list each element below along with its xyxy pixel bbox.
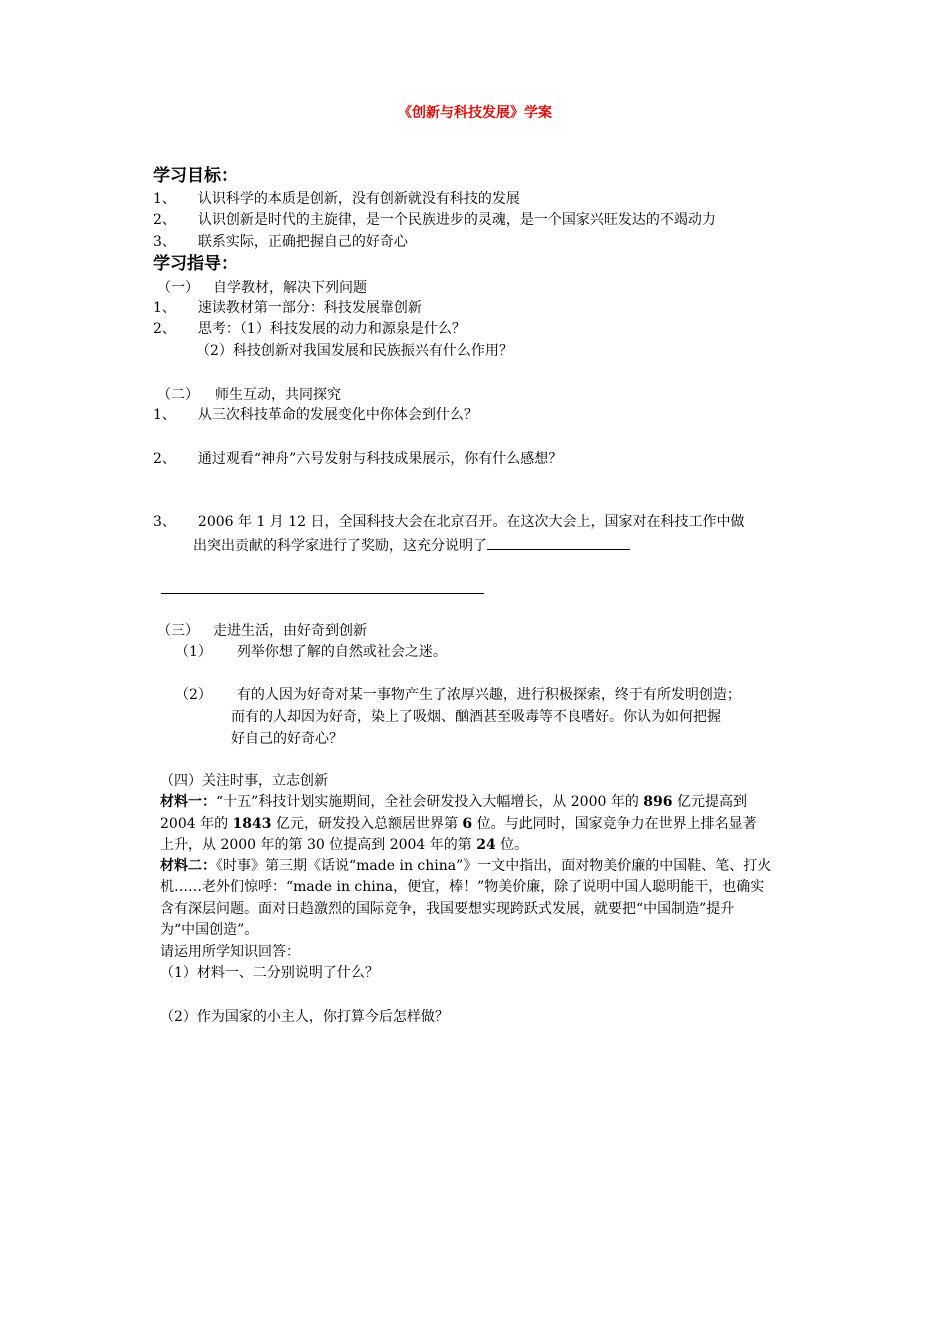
question-text: 列举你想了解的自然或社会之迷。 — [236, 644, 447, 660]
goal-3-text: 联系实际，正确把握自己的好奇心 — [197, 234, 408, 250]
section-4-question-2: （2）作为国家的小主人，你打算今后怎样做？ — [160, 1009, 449, 1025]
goals-heading: 学习目标： — [153, 166, 238, 186]
question-number: 2、 — [153, 321, 176, 337]
question-text: 思考：（1）科技发展的动力和源泉是什么？ — [197, 321, 466, 337]
section-1-heading — [157, 278, 367, 298]
document-title: 《创新与科技发展》学案 — [398, 105, 552, 121]
question-number: 1、 — [153, 300, 176, 316]
section-3-text: 走进生活，由好奇到创新 — [213, 623, 367, 639]
section-3-question-2-line-3: 好自己的好奇心？ — [231, 731, 343, 747]
goal-2-text: 认识创新是时代的主旋律，是一个民族进步的灵魂，是一个国家兴旺发达的不竭动力 — [197, 212, 716, 228]
section-2-question-3 — [153, 512, 745, 532]
goal-2-number: 2、 — [153, 212, 176, 228]
material-2-line-4: 为“中国创造”。 — [160, 922, 259, 938]
section-2-question-1 — [153, 405, 478, 425]
question-text: 出突出贡献的科学家进行了奖励，这充分说明了 — [193, 538, 487, 554]
material-2-line-1 — [160, 856, 771, 876]
question-number: （1） — [175, 644, 212, 660]
answer-blank-line[interactable] — [161, 593, 484, 594]
material-text: 位。 — [495, 837, 529, 853]
material-figure: 24 — [476, 837, 496, 853]
section-1-question-1 — [153, 298, 422, 318]
material-text: 上升，从 2000 年的第 30 位提高到 2004 年的第 — [160, 837, 477, 853]
material-figure: 896 — [643, 794, 673, 810]
goal-item-3 — [153, 232, 408, 252]
question-number: （2） — [175, 687, 212, 703]
question-text: 有的人因为好奇对某一事物产生了浓厚兴趣，进行积极探索，终于有所发明创造； — [236, 687, 741, 703]
section-3-question-2-line-2: 而有的人却因为好奇，染上了吸烟、酗酒甚至吸毒等不良嗜好。你认为如何把握 — [231, 709, 721, 725]
guide-heading: 学习指导： — [153, 254, 238, 274]
goal-item-2 — [153, 210, 716, 230]
material-2-label: 材料二： — [160, 858, 216, 874]
question-text: 速读教材第一部分：科技发展靠创新 — [197, 300, 422, 316]
material-text: 亿元，研发投入总额居世界第 — [271, 816, 463, 832]
question-text: 通过观看“神舟”六号发射与科技成果展示，你有什么感想？ — [197, 451, 563, 467]
material-text: 2004 年的 — [160, 816, 233, 832]
material-text: “十五”科技计划实施期间，全社会研发投入大幅增长，从 2000 年的 — [216, 794, 644, 810]
section-1-text: 自学教材，解决下列问题 — [213, 280, 367, 296]
section-3-heading — [157, 621, 367, 641]
material-2-line-3: 含有深层问题。面对日趋激烈的国际竞争，我国要想实现跨跃式发展，就要把“中国制造”提升 — [160, 901, 735, 917]
material-1-label: 材料一： — [160, 794, 216, 810]
section-2-heading — [157, 385, 341, 405]
section-1-question-2b: （2）科技创新对我国发展和民族振兴有什么作用？ — [196, 343, 513, 359]
section-4-question-1: （1）材料一、二分别说明了什么？ — [160, 965, 379, 981]
material-figure: 6 — [462, 816, 473, 832]
section-3-question-1 — [175, 642, 447, 662]
question-number: 1、 — [153, 407, 176, 423]
section-2-question-2 — [153, 449, 562, 469]
question-number: 3、 — [153, 514, 176, 530]
goal-1-text: 认识科学的本质是创新，没有创新就没有科技的发展 — [197, 191, 520, 207]
section-3-label: （三） — [157, 623, 199, 639]
question-number: 2、 — [153, 451, 176, 467]
goal-1-number: 1、 — [153, 191, 176, 207]
material-1-line-2 — [160, 814, 757, 834]
material-text: 《时事》第三期《话说“made in china”》一文中指出，面对物美价廉的中国鞋、笔、打火 — [216, 858, 772, 874]
section-4-heading: （四）关注时事，立志创新 — [160, 773, 328, 789]
section-2-question-3-line-2 — [193, 535, 630, 556]
goal-3-number: 3、 — [153, 234, 176, 250]
question-text: 从三次科技革命的发展变化中你体会到什么？ — [197, 407, 478, 423]
section-3-question-2 — [175, 685, 741, 705]
section-2-text: 师生互动，共同探究 — [215, 387, 341, 403]
answer-blank-line[interactable] — [487, 535, 630, 550]
goal-item-1 — [153, 189, 520, 209]
material-1-line-3 — [160, 835, 528, 855]
material-2-line-2: 机……老外们惊呼：“made in china，便宜，棒！”物美价廉，除了说明中国人聪明能干，也确实 — [160, 879, 765, 895]
section-1-question-2 — [153, 319, 466, 339]
question-text: 2006 年 1 月 12 日，全国科技大会在北京召开。在这次大会上，国家对在科技工作中做 — [197, 514, 745, 530]
material-figure: 1843 — [232, 816, 272, 832]
material-text: 位。与此同时，国家竞争力在世界上排名显著 — [472, 816, 757, 832]
material-1-line-1 — [160, 792, 747, 812]
section-2-label: （二） — [157, 387, 199, 403]
answer-prompt: 请运用所学知识回答： — [160, 944, 300, 960]
section-1-label: （一） — [157, 280, 199, 296]
material-text: 亿元提高到 — [672, 794, 747, 810]
